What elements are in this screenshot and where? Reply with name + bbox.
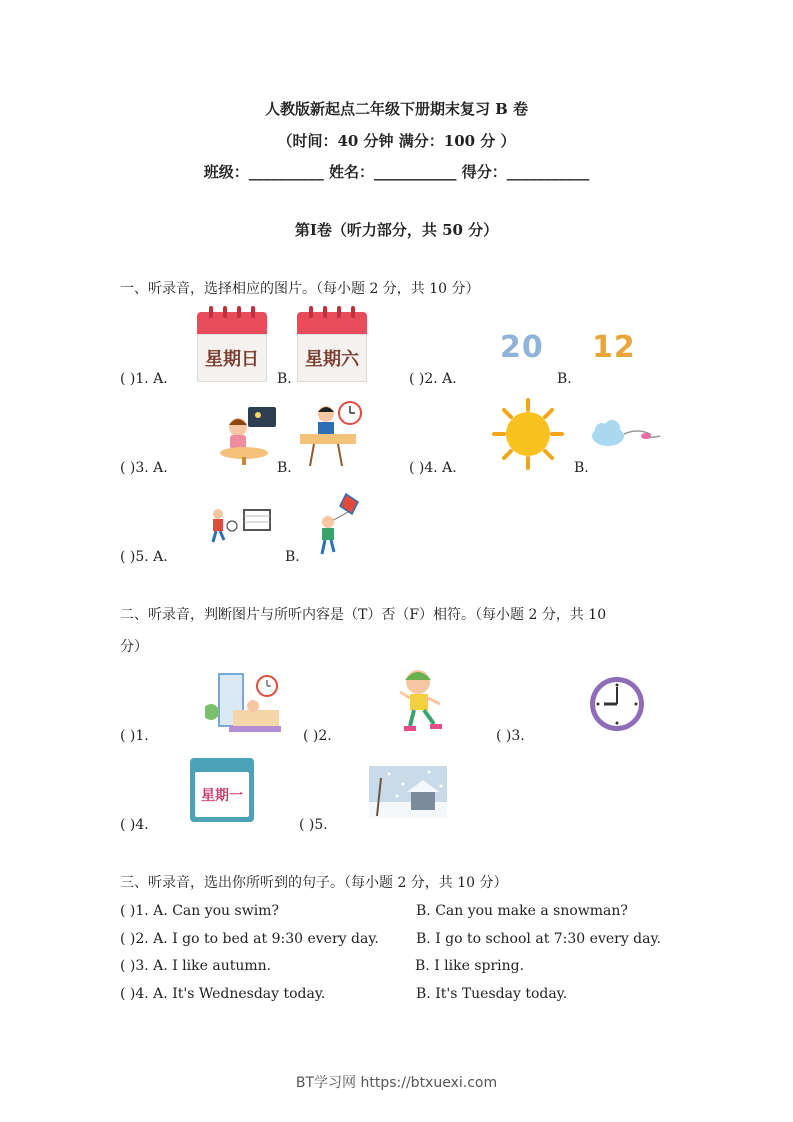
s1-q3-b-label: B. bbox=[277, 460, 292, 476]
part1-title: 第Ⅰ卷（听力部分，共 50 分） bbox=[294, 221, 499, 239]
s3-q3-a: ( )3. A. I like autumn. bbox=[120, 958, 272, 974]
s3-q1-a: ( )1. A. Can you swim? bbox=[120, 903, 279, 919]
number-12-image: 12 bbox=[592, 330, 636, 365]
s1-q4-b-label: B. bbox=[574, 460, 589, 476]
s3-q2-a: ( )2. A. I go to bed at 9:30 every day. bbox=[120, 931, 379, 947]
boy-eating-breakfast-image bbox=[298, 400, 364, 468]
s3-q3-b: B. I like spring. bbox=[415, 958, 525, 974]
s1-q5-b-label: B. bbox=[285, 549, 300, 565]
boy-flying-kite-image bbox=[316, 492, 360, 556]
windy-cloud-image bbox=[590, 418, 664, 450]
s3-q4-a: ( )4. A. It's Wednesday today. bbox=[120, 986, 326, 1002]
doc-title: 人教版新起点二年级下册期末复习 B 卷 bbox=[264, 100, 529, 118]
student-info-line: 班级：__________ 姓名：___________ 得分：___________ bbox=[203, 163, 590, 181]
calendar-sunday-text: 星期日 bbox=[197, 334, 267, 382]
sun-image bbox=[492, 398, 564, 470]
boy-playing-football-image bbox=[208, 506, 274, 546]
s2-q2-label: ( )2. bbox=[303, 728, 332, 744]
calendar-monday-text: 星期一 bbox=[195, 772, 249, 817]
calendar-monday-image bbox=[190, 758, 254, 822]
section2-heading-cont: 分） bbox=[120, 639, 148, 655]
boy-waking-up-image bbox=[205, 672, 281, 734]
s1-q2-b-label: B. bbox=[557, 371, 572, 387]
footer-watermark: BT学习网 https://btxuexi.com bbox=[295, 1075, 498, 1091]
s2-q3-label: ( )3. bbox=[496, 728, 525, 744]
calendar-saturday-text: 星期六 bbox=[297, 334, 367, 382]
section2-heading: 二、听录音，判断图片与所听内容是（T）否（F）相符。（每小题 2 分，共 10 bbox=[120, 607, 607, 623]
s2-q5-label: ( )5. bbox=[299, 817, 328, 833]
s1-q1-b-label: B. bbox=[277, 371, 292, 387]
clock-nine-image bbox=[587, 674, 647, 734]
doc-subtitle: （时间：40 分钟 满分：100 分 ） bbox=[277, 132, 516, 150]
s1-q3-label: ( )3. A. bbox=[120, 460, 168, 476]
s3-q2-b: B. I go to school at 7:30 every day. bbox=[416, 931, 661, 947]
s3-q4-b: B. It's Tuesday today. bbox=[416, 986, 568, 1002]
calendar-saturday-image bbox=[297, 312, 367, 382]
s2-q4-label: ( )4. bbox=[120, 817, 149, 833]
s1-q2-label: ( )2. A. bbox=[409, 371, 457, 387]
calendar-sunday-image bbox=[197, 312, 267, 382]
s1-q1-label: ( )1. A. bbox=[120, 371, 168, 387]
s2-q1-label: ( )1. bbox=[120, 728, 149, 744]
section1-heading: 一、听录音，选择相应的图片。（每小题 2 分，共 10 分） bbox=[120, 281, 480, 297]
boy-roller-skating-image bbox=[396, 666, 452, 738]
s1-q5-label: ( )5. A. bbox=[120, 549, 168, 565]
girl-eating-dinner-image bbox=[218, 405, 278, 465]
number-20-image: 20 bbox=[500, 330, 544, 365]
s3-q1-b: B. Can you make a snowman? bbox=[416, 903, 628, 919]
section3-heading: 三、听录音，选出你所听到的句子。（每小题 2 分，共 10 分） bbox=[120, 875, 508, 891]
snowy-park-image bbox=[369, 766, 447, 818]
s1-q4-label: ( )4. A. bbox=[409, 460, 457, 476]
